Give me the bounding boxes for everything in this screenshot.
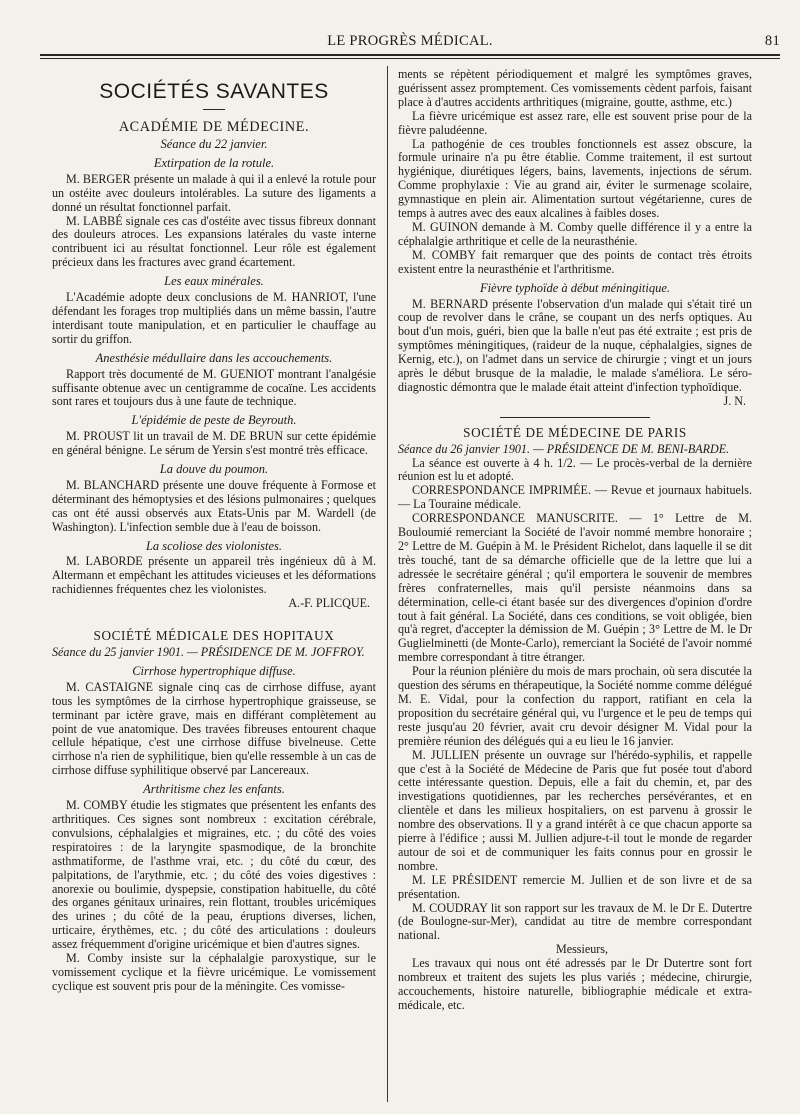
subheading: Anesthésie médullaire dans les accouchements. bbox=[95, 350, 333, 365]
paragraph: M. GUINON demande à M. Comby quelle différence il y a entre la céphalalgie arthritique et celle de la neurasthénie. bbox=[398, 219, 752, 248]
paragraph: M. PROUST lit un travail de M. DE BRUN sur cette épidémie en général bénigne. Le sérum de Yersin s'est montré très efficace. bbox=[52, 429, 376, 458]
subheading: Cirrhose hypertrophique diffuse. bbox=[132, 663, 296, 678]
column-divider bbox=[387, 66, 388, 1102]
paragraph: La séance est ouverte à 4 h. 1/2. — Le procès-verbal de la dernière réunion est lu et adopté. bbox=[398, 455, 752, 484]
academie-seance: Séance du 22 janvier. bbox=[160, 137, 268, 151]
paragraph: L'Académie adopte deux conclusions de M. HANRIOT, l'une défendant les forages trop multipliés dans un même bassin, l'autre interdisant toute manipulation, et en particulier le chauffage au sortir du griffon. bbox=[52, 290, 376, 346]
paragraph: M. LE PRÉSIDENT remercie M. Jullien et de son livre et de sa présentation. bbox=[398, 872, 752, 901]
title-rule bbox=[203, 109, 225, 110]
paragraph: M. Comby insiste sur la céphalalgie paroxystique, sur le vomissement cyclique et la fièvre uricémique. Le vomissement cyclique est souvent pris pour de la méningite. Ces vomisse- bbox=[52, 951, 376, 993]
paragraph: M. COMBY fait remarquer que des points de contact très étroits existent entre la neurasthénie et l'arthritisme. bbox=[398, 247, 752, 276]
section-separator bbox=[500, 417, 650, 418]
paragraph: CORRESPONDANCE MANUSCRITE. — 1° Lettre de M. Bouloumié remerciant la Société de l'avoir nommé membre honoraire ; 2° Lettre de M. Guépin à M. le Président Richelot, dans laquelle il se dit très touché, tant de sa démarche officielle que de la lettre que lui a adressée le secrétaire général ; qu'il emportera le souvenir de membres frères confraternelles, mais qu'il persiste néanmoins dans sa détermination, celle-ci étant basée sur des divergences d'opinion d'ordre tout à fait général. La Société, dans ces conditions, se voit obligée, bien qu'à regret, d'accepter la démission de M. Guépin ; 3° Lettre de M. le Dr Guglielminetti (de Monte-Carlo), remerciant la Société de l'avoir nommé membre correspondant à titre étranger. bbox=[398, 511, 752, 665]
hopitaux-seance: Séance du 25 janvier 1901. — PRÉSIDENCE DE M. JOFFROY. bbox=[52, 645, 365, 659]
page-number: 81 bbox=[764, 33, 780, 49]
paragraph: Les travaux qui nous ont été adressés par le Dr Dutertre sont fort nombreux et traitent des sujets les plus variés ; médecine, chirurgie, accouchements, histoire naturelle, bibliographie médicale et extra-médicale, etc. bbox=[398, 956, 752, 1012]
paragraph: La fièvre uricémique est assez rare, elle est souvent prise pour de la fièvre paludéenne. bbox=[398, 108, 752, 137]
header-rule-thin bbox=[40, 58, 780, 59]
paragraph: CORRESPONDANCE IMPRIMÉE. — Revue et journaux habituels. — La Touraine médicale. bbox=[398, 483, 752, 512]
paragraph: M. BERGER présente un malade à qui il a enlevé la rotule pour un ostéite avec douleurs intolérables. La suture des ligaments a donné un résultat fonctionnel parfait. bbox=[52, 171, 376, 214]
subheading: Fièvre typhoïde à début méningitique. bbox=[479, 280, 671, 295]
signature: J. N. bbox=[723, 393, 746, 408]
signature: A.-F. PLICQUE. bbox=[288, 596, 370, 611]
paragraph: M. LABBÉ signale ces cas d'ostéite avec tissus fibreux donnant des douleurs atroces. Les expansions latérales du vaste interne contribuent ici au résultat fonctionnel. Leur rôle est également précieux dans les fractures avec grand écartement. bbox=[52, 213, 376, 270]
paragraph: M. JULLIEN présente un ouvrage sur l'hérédo-syphilis, et rappelle que c'est à la Société de Médecine de Paris que fut posée tout d'abord cette intéressante question. Depuis, elle a fait du chemin, et, par des investigations quotidiennes, par les recherches persévérantes, et en clientèle et dans les milieux hospitaliers, on est parvenu à grossir le nombre des observations. Il y a grand intérêt à ce que chacun apporte sa pierre à l'édifice ; aussi M. Jullien adjure-t-il tout le monde de regarder autour de soi et de communiquer les faits connus pour en grossir le nombre. bbox=[398, 747, 752, 873]
section-title: SOCIÉTÉS SAVANTES bbox=[99, 80, 329, 103]
left-column bbox=[52, 68, 376, 1104]
paris-title: SOCIÉTÉ DE MÉDECINE DE PARIS bbox=[463, 424, 687, 440]
paragraph: M. BERNARD présente l'observation d'un malade qui s'était tiré un coup de revolver dans le crâne, se coupant un des nerfs optiques. Au bout d'un mois, guéri, bien que la balle n'eut pas été extraite ; est pris de symptômes méningitiques, (raideur de la nuque, céphalalgies, signes de Kernig, etc.), on l'admet dans un service de chirurgie ; vingt et un jours après le début brusque de la maladie, le malade s'améliora. Le séro-diagnostic démontra que le malade était atteint d'infection typhoïdique. bbox=[398, 296, 752, 394]
academie-title: ACADÉMIE DE MÉDECINE. bbox=[118, 119, 310, 135]
paragraph: Rapport très documenté de M. GUENIOT montrant l'analgésie suffisante obtenue avec un centigramme de cocaïne. Les accidents sont rares et toujours dus à une faute de technique. bbox=[52, 366, 376, 409]
paragraph: M. CASTAIGNE signale cinq cas de cirrhose diffuse, ayant tous les symptômes de la cirrhose hypertrophique graisseuse, se terminant par ictère grave, mais en différant complètement au point de vue anatomique. Des travées fibreuses entourent chaque cellule hépatique, c'est une cirrhose diffuse bivelneuse. Cette cirrhose n'a rien de syphilitique, bien qu'elle ressemble à un cas de cirrhose diffuse syphilitique observé par Lancereaux. bbox=[52, 679, 376, 778]
subheading: La scoliose des violonistes. bbox=[145, 538, 283, 553]
paragraph: M. COMBY étudie les stigmates que présentent les enfants des arthritiques. Ces signes sont nombreux : excitation cérébrale, convulsions, céphalalgies et migraines, etc. ; du côté des voies respiratoires : de la laryngite spasmodique, de la bronchite asthmatiforme, de l'asthme vrai, etc. ; du côté du cœur, des palpitations, de l'arythmie, etc. ; du côté des voies digestives : anorexie ou boulimie, dyspepsie, constipation habituelle, du côté des organes génitaux urinaires, rein flottant, troubles uricémiques des urines ; du côté de la peau, éruptions diverses, lichen, urticaire, érythèmes, etc. ; du côté des articulations : douleurs assez fréquemment d'origine uricémique et bien d'autres signes. bbox=[52, 798, 376, 952]
page-header bbox=[40, 32, 780, 52]
subheading: Arthritisme chez les enfants. bbox=[143, 782, 285, 797]
paragraph: La pathogénie de ces troubles fonctionnels est assez obscure, la formule urinaire n'a pu être établie. Comme traitement, il est surtout hygiénique, diurétiques légers, bains, lavements, injections de sérum. Comme prophylaxie : Vie au grand air, éviter le surmenage scolaire, gymnastique en plein air. Alimentation surtout végétarienne, cures de temps à autres avec des eaux alcalines à faibles doses. bbox=[398, 136, 752, 221]
subheading: Extirpation de la rotule. bbox=[153, 155, 275, 170]
paragraph: ments se répètent périodiquement et malgré les symptômes graves, guérissent assez promptement. Ces vomissements cèdent parfois, faisant place à d'autres accidents arthritiques (migraine, goutte, asthme, etc.) bbox=[398, 68, 752, 109]
subheading: Les eaux minérales. bbox=[164, 274, 264, 289]
salutation: Messieurs, bbox=[555, 942, 609, 957]
paragraph: M. BLANCHARD présente une douve fréquente à Formose et déterminant des hémoptysies et des lésions pulmonaires ; quelques cas ont été aussi observés aux Etats-Unis par M. Wardell (de Washington). L'infection semble due à l'eau de boisson. bbox=[52, 477, 376, 534]
paragraph: M. LABORDE présente un appareil très ingénieux dû à M. Altermann et empêchant les attitudes vicieuses et les déformations rachidiennes fréquentes chez les violonistes. bbox=[52, 554, 376, 597]
subheading: La douve du poumon. bbox=[159, 462, 269, 477]
paragraph: Pour la réunion plénière du mois de mars prochain, où sera discutée la question des sérums en thérapeutique, la Société nomme comme délégué M. E. Vidal, pour la confection du rapport, ratifiant en cela la proposition du secrétaire général qui, vu l'urgence et le peu de temps qui reste jusqu'au 20 février, avait cru devoir désigner M. Vidal pour la première réunion des délégués qui a eu lieu le 16 janvier. bbox=[398, 664, 752, 748]
paris-seance: Séance du 26 janvier 1901. — PRÉSIDENCE DE M. BENI-BARDE. bbox=[398, 441, 730, 456]
journal-title: LE PROGRÈS MÉDICAL. bbox=[327, 33, 493, 49]
hopitaux-title: SOCIÉTÉ MÉDICALE DES HOPITAUX bbox=[93, 628, 335, 644]
paragraph: M. COUDRAY lit son rapport sur les travaux de M. le Dr E. Dutertre (de Boulogne-sur-Mer), candidat au titre de membre correspondant national. bbox=[398, 900, 752, 943]
header-rule-thick bbox=[40, 54, 780, 56]
right-column bbox=[398, 68, 752, 1104]
subheading: L'épidémie de peste de Beyrouth. bbox=[131, 413, 297, 428]
